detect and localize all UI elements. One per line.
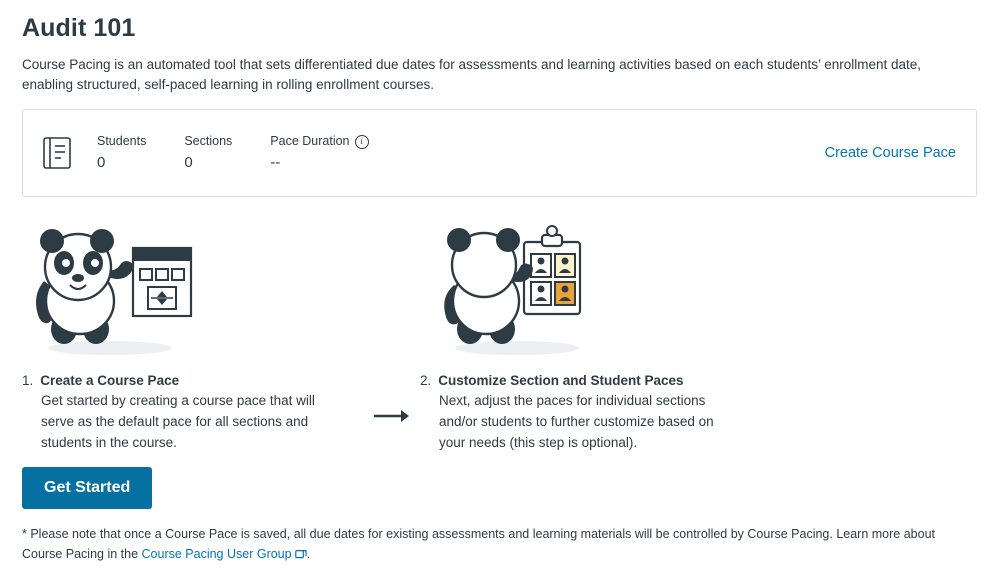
arrow-icon [374, 408, 410, 429]
page-intro-text: Course Pacing is an automated tool that sets differentiated due dates for assessments and learning activities based on each students’ enrollment date, enabling structured, self-paced learning in rolling enrollment courses. [22, 57, 922, 92]
step-2-title: Customize Section and Student Paces [438, 373, 684, 389]
course-pace-summary-card [22, 109, 977, 197]
stat-students [97, 134, 146, 172]
external-link-icon [295, 546, 307, 565]
onboarding-steps [22, 215, 977, 465]
footnote [22, 525, 977, 565]
stat-pace-duration-label: Pace Duration [270, 134, 350, 149]
step-1-body: Get started by creating a course pace that will serve as the default pace for all sections and students in the course. [41, 393, 315, 450]
stat-pace-duration [270, 134, 368, 172]
course-pacing-user-group-link[interactable]: Course Pacing User Group [141, 546, 292, 561]
panda-with-calendar-illustration [22, 215, 352, 357]
stat-students-value: 0 [97, 154, 106, 172]
stat-sections [184, 134, 232, 172]
step-1-number: 1. [22, 373, 34, 389]
course-pacing-icon [41, 135, 75, 171]
step-1 [22, 215, 352, 454]
page-title: Audit 101 [22, 14, 136, 42]
step-1-title: Create a Course Pace [40, 373, 180, 389]
stat-sections-value: 0 [184, 154, 193, 172]
stat-pace-duration-value: -- [270, 154, 281, 172]
course-pacing-page [0, 14, 999, 585]
create-course-pace-link[interactable]: Create Course Pace [824, 145, 956, 162]
stat-sections-label: Sections [184, 134, 233, 149]
footnote-text-before: * Please note that once a Course Pace is saved, all due dates for existing assessments and learning materials will be controlled by Course Pacing. Learn more about Course Pacing in the [22, 527, 936, 561]
get-started-button[interactable]: Get Started [22, 467, 152, 509]
step-2 [420, 215, 750, 454]
panda-with-clipboard-illustration [420, 215, 750, 357]
footnote-text-after: . [306, 546, 311, 561]
step-2-number: 2. [420, 373, 432, 389]
step-2-body: Next, adjust the paces for individual sections and/or students to further customize based on your needs (this step is optional). [439, 393, 714, 450]
stat-students-label: Students [97, 134, 147, 149]
summary-stats [97, 134, 407, 172]
info-icon[interactable]: i [355, 135, 369, 149]
